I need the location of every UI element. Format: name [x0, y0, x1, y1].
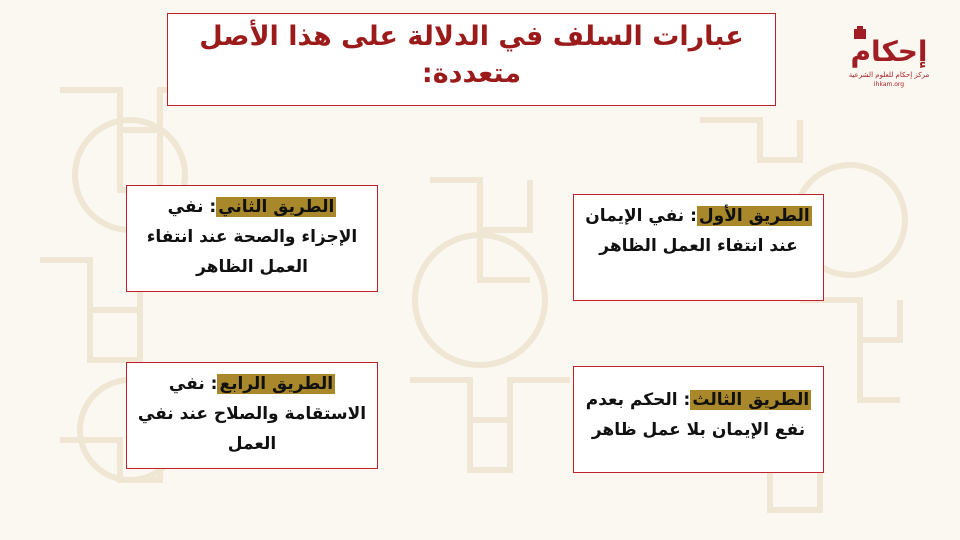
- card-way-3: [573, 366, 824, 473]
- card-way-2-text: : نفي الإجزاء والصحة عند انتفاء العمل الظاهر: [146, 197, 358, 277]
- card-way-1: [573, 194, 824, 301]
- logo-url: Ihkam.org: [873, 81, 905, 88]
- card-way-1-label: الطريق الأول: [698, 206, 810, 226]
- title-line-2: متعددة:: [421, 58, 522, 89]
- card-way-2: [126, 185, 378, 292]
- card-way-1-text: : نفي الإيمان عند انتفاء العمل الظاهر: [585, 206, 798, 256]
- card-way-4: [126, 362, 378, 469]
- card-way-4-text: : نفي الاستقامة والصلاح عند نفي العمل: [137, 374, 367, 454]
- logo-subtitle: مركز إحكام للعلوم الشرعية: [848, 71, 930, 79]
- card-way-3-text: : الحكم بعدم نفع الإيمان بلا عمل ظاهر: [585, 390, 806, 440]
- title-line-1: عبارات السلف في الدلالة على هذا الأصل: [199, 21, 744, 52]
- logo-name: إحكام: [850, 35, 928, 68]
- title-box: [167, 13, 776, 106]
- card-way-4-label: الطريق الرابع: [219, 374, 334, 394]
- card-way-3-label: الطريق الثالث: [692, 390, 810, 410]
- ihkam-logo: [848, 25, 930, 95]
- card-way-2-label: الطريق الثاني: [218, 197, 335, 217]
